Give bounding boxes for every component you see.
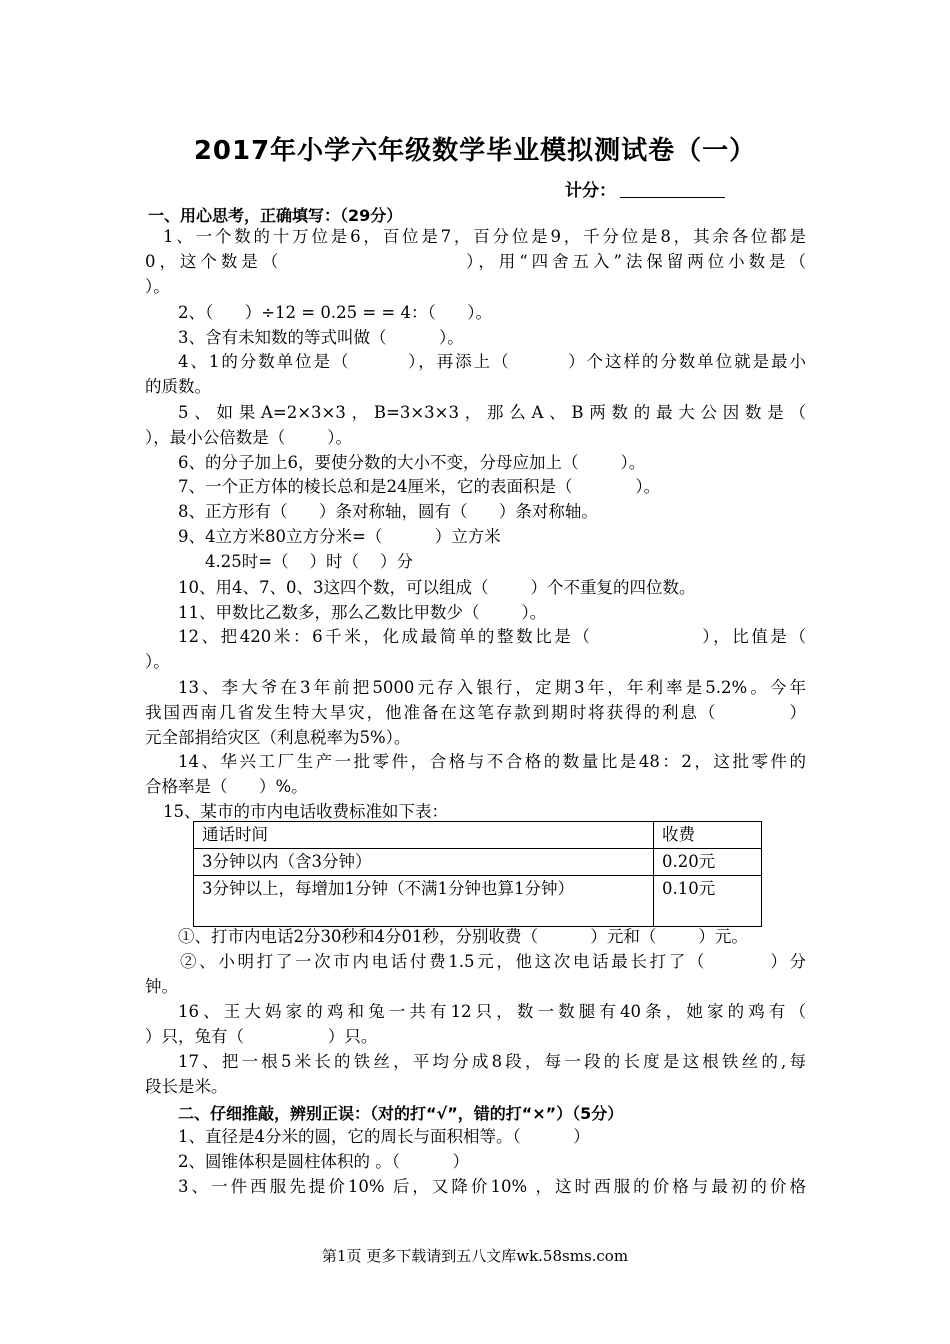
question-line: 15、某市的市内电话收费标准如下表： — [163, 802, 448, 821]
question-line: 4.25时=（ ）时（ ）分 — [205, 552, 414, 571]
question-line: 5、如果A=2×3×3，B=3×3×3，那么A、B两数的最大公因数是（ — [178, 403, 806, 422]
question-line: ①、打市内电话2分30秒和4分01秒，分别收费（ ）元和（ ）元。 — [178, 927, 748, 946]
section1-heading: 一、用心思考，正确填写：（29分） — [148, 206, 403, 225]
question-line: 元全部捐给灾区（利息税率为5%）。 — [145, 728, 411, 747]
table-row — [194, 876, 762, 927]
table-header-cell: 通话时间 — [194, 822, 654, 849]
question-line: 0，这个数是（ ），用“四舍五入”法保留两位小数是（ — [145, 252, 806, 271]
question-line: 4、1的分数单位是（ ），再添上（ ）个这样的分数单位就是最小 — [178, 352, 806, 371]
question-line: 1、一个数的十万位是6，百位是7，百分位是9，千分位是8，其余各位都是 — [163, 227, 806, 246]
question-line: 段长是米。 — [145, 1077, 228, 1096]
exam-title: 2017年小学六年级数学毕业模拟测试卷（一） — [193, 136, 757, 166]
question-line: 16、王大妈家的鸡和兔一共有12只，数一数腿有40条，她家的鸡有（ — [178, 1002, 806, 1021]
question-line: 1、直径是4分米的圆，它的周长与面积相等。（ ） — [178, 1127, 590, 1146]
question-line: 合格率是（ ）%。 — [145, 777, 308, 796]
question-line: 钟。 — [145, 977, 178, 996]
table-header-cell: 收费 — [654, 822, 762, 849]
table-row — [194, 849, 762, 876]
question-line: 10、用4、7、0、3这四个数，可以组成（ ）个不重复的四位数。 — [178, 578, 696, 597]
table-cell: 3分钟以内（含3分钟） — [194, 849, 654, 876]
question-line: 6、的分子加上6，要使分数的大小不变，分母应加上（ ）。 — [178, 453, 646, 472]
question-line: 我国西南几省发生特大旱灾，他准备在这笔存款到期时将获得的利息（ ） — [145, 703, 806, 722]
score-blank[interactable] — [620, 181, 725, 198]
question-line: 的质数。 — [145, 377, 211, 396]
table-header-row — [194, 822, 762, 849]
question-line: 17、把一根5米长的铁丝，平均分成8段，每一段的长度是这根铁丝的,每 — [178, 1052, 806, 1071]
phone-fee-table — [193, 821, 762, 927]
question-line: 14、华兴工厂生产一批零件，合格与不合格的数量比是48：2，这批零件的 — [178, 752, 806, 771]
table-cell: 0.10元 — [654, 876, 762, 927]
score-field — [565, 176, 725, 201]
question-line: 13、李大爷在3年前把5000元存入银行，定期3年，年利率是5.2%。今年 — [178, 678, 806, 697]
score-label: 计分： — [565, 181, 616, 201]
question-line: 12、把420米：6千米，化成最简单的整数比是（ ），比值是（ — [178, 627, 806, 646]
table-cell: 0.20元 — [654, 849, 762, 876]
question-line: 3、一件西服先提价10% 后，又降价10% ，这时西服的价格与最初的价格 — [178, 1177, 806, 1196]
question-line: 7、一个正方体的棱长总和是24厘米，它的表面积是（ ）。 — [178, 477, 661, 496]
question-line: 11、甲数比乙数多，那么乙数比甲数少（ ）。 — [178, 603, 547, 622]
question-line: 2、圆锥体积是圆柱体积的 。（ ） — [178, 1152, 469, 1171]
question-line: ），最小公倍数是（ ）。 — [145, 428, 352, 447]
question-line: 9、4立方米80立方分米=（ ）立方米 — [178, 527, 501, 546]
section2-heading: 二、仔细推敲，辨别正误：（对的打“√”，错的打“×”）（5分） — [178, 1104, 624, 1123]
question-line: ）只，兔有（ ）只。 — [145, 1027, 378, 1046]
question-line: ）。 — [145, 652, 170, 671]
table-cell: 3分钟以上，每增加1分钟（不满1分钟也算1分钟） — [194, 876, 654, 927]
question-line: 3、含有未知数的等式叫做（ ）。 — [178, 328, 464, 347]
question-line: 8、正方形有（ ）条对称轴，圆有（ ）条对称轴。 — [178, 502, 598, 521]
question-line: ）。 — [145, 277, 170, 296]
question-line: ②、小明打了一次市内电话付费1.5元，他这次电话最长打了（ ）分 — [180, 952, 806, 971]
question-line: 2、（ ）÷12 = 0.25 = = 4：（ ）。 — [178, 303, 492, 322]
page-footer: 第1页 更多下载请到五八文库wk.58sms.com — [321, 1247, 629, 1265]
